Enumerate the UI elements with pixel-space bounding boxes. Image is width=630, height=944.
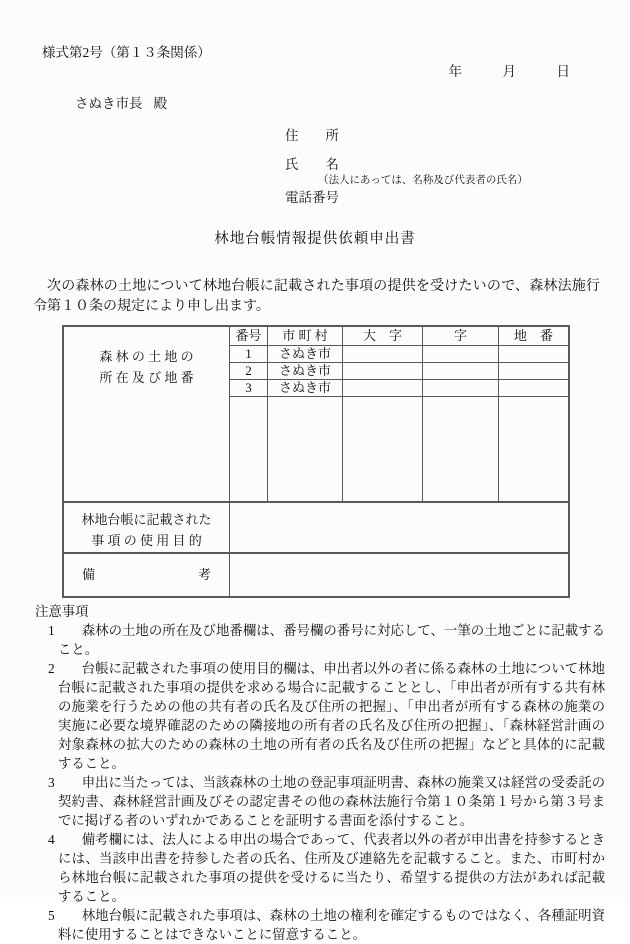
parcel-grid — [230, 327, 568, 501]
addressee-line — [75, 94, 167, 114]
note-text: 備考欄には、法人による申出の場合であって、代表者以外の者が申出書を持参するときには、当該申出書を持参した者の氏名、住所及び連絡先を記載すること。また、市町村から林地台帳に記載された事項の提供を受けるに当たり、希望する提供の方法があれば記載すること。 — [58, 832, 605, 904]
chiban-cell — [499, 346, 568, 362]
remarks-label — [64, 554, 230, 596]
location-label-line1: 森 林 の 土 地 の — [99, 349, 194, 364]
remarks-section — [64, 554, 568, 596]
note-item — [35, 830, 605, 906]
purpose-value-cell — [230, 503, 568, 552]
note-item — [35, 659, 605, 773]
aza-cell — [423, 363, 499, 379]
addressee-honorific: 殿 — [153, 96, 167, 111]
table-row — [230, 380, 568, 397]
row-number-cell: 1 — [230, 346, 268, 362]
location-section — [64, 327, 568, 503]
note-number: 4 — [48, 832, 55, 847]
date-line: 年 月 日 — [448, 64, 570, 79]
empty-cell — [343, 397, 423, 501]
remarks-label-left: 備 — [82, 566, 96, 582]
remarks-label-right: 考 — [197, 566, 211, 582]
location-label — [64, 327, 230, 501]
oaza-cell — [343, 346, 423, 362]
row-number-cell: 2 — [230, 363, 268, 379]
purpose-label-line2: 事 項 の 使 用 目 的 — [91, 533, 202, 548]
col-header-municipality: 市 町 村 — [268, 327, 343, 345]
location-label-line2: 所 在 及 び 地 番 — [99, 370, 194, 385]
note-number: 1 — [48, 623, 55, 638]
empty-cell — [230, 397, 268, 501]
parcel-grid-header-row — [230, 327, 568, 346]
note-number: 5 — [48, 908, 55, 923]
municipality-cell: さぬき市 — [268, 380, 343, 396]
phone-label: 電話番号 — [285, 190, 339, 205]
purpose-section — [64, 503, 568, 554]
note-text: 台帳に記載された事項の使用目的欄は、申出者以外の者に係る森林の土地について林地台帳に記載された事項の提供を求める場合に記載することとし、「申出者が所有する共有林の施業を行うための他の共有者の氏名及び住所の把握」、「申出者が所有する森林の施業の実施に必要な境界確認のための隣接地の所有者の氏名及び住所の把握」、「森林経営計画の対象森林の拡大のための森林の土地の所有者の氏名及び住所の把握」などと具体的に記載すること。 — [58, 661, 605, 771]
chiban-cell — [499, 380, 568, 396]
note-text: 森林の土地の所在及び地番欄は、番号欄の番号に対応して、一筆の土地ごとに記載すること。 — [58, 623, 605, 657]
empty-cell — [268, 397, 343, 501]
oaza-cell — [343, 363, 423, 379]
notes-heading: 注意事項 — [35, 604, 89, 619]
municipality-cell: さぬき市 — [268, 346, 343, 362]
purpose-label-line1: 林地台帳に記載された — [81, 512, 212, 527]
note-number: 2 — [48, 661, 55, 676]
address-label: 住 所 — [285, 128, 339, 143]
note-item — [35, 773, 605, 830]
empty-cell — [499, 397, 568, 501]
document-title: 林地台帳情報提供依頼申出書 — [214, 231, 416, 247]
col-header-number: 番号 — [230, 327, 268, 345]
name-label: 氏 名 — [285, 157, 339, 172]
form-number: 様式第2号（第１３条関係） — [42, 45, 211, 60]
col-header-oaza: 大 字 — [343, 327, 423, 345]
note-text: 申出に当たっては、当該森林の土地の登記事項証明書、森林の施業又は経営の受委託の契約書、森林経営計画及びその認定書その他の森林法施行令第１０条第１号から第３号までに掲げる者のいずれかであることを証明する書面を添付すること。 — [58, 775, 605, 828]
corporate-name-note: （法人にあっては、名称及び代表者の氏名） — [318, 175, 528, 186]
intro-paragraph: 次の森林の土地について林地台帳に記載された事項の提供を受けたいので、森林法施行令第１０条の規定により申し出ます。 — [33, 279, 600, 314]
chiban-cell — [499, 363, 568, 379]
aza-cell — [423, 346, 499, 362]
application-table — [62, 325, 570, 598]
table-row — [230, 363, 568, 380]
aza-cell — [423, 380, 499, 396]
note-item — [35, 621, 605, 659]
applicant-block — [285, 127, 528, 207]
addressee-name: さぬき市長 — [75, 96, 143, 111]
note-item — [35, 906, 605, 944]
col-header-aza: 字 — [423, 327, 499, 345]
oaza-cell — [343, 380, 423, 396]
table-row — [230, 346, 568, 363]
note-text: 林地台帳に記載された事項は、森林の土地の権利を確定するものではなく、各種証明資料に使用することはできないことに留意すること。 — [58, 908, 605, 942]
remarks-value-cell — [230, 554, 568, 596]
notes-section — [35, 602, 605, 944]
row-number-cell: 3 — [230, 380, 268, 396]
empty-cell — [423, 397, 499, 501]
note-number: 3 — [48, 775, 55, 790]
municipality-cell: さぬき市 — [268, 363, 343, 379]
col-header-chiban: 地 番 — [513, 327, 553, 343]
purpose-label — [64, 503, 230, 552]
empty-parcel-area — [230, 397, 568, 501]
